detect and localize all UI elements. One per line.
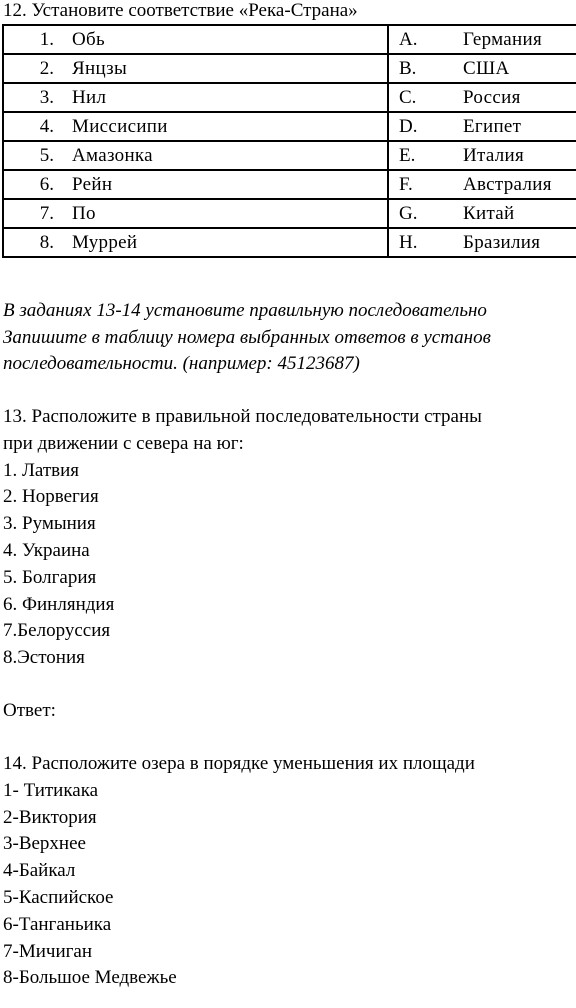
river-country-table xyxy=(2,24,576,258)
country-letter: E. xyxy=(399,144,416,166)
list-item: 8.Эстония xyxy=(3,647,85,669)
country-cell xyxy=(388,54,576,83)
task-13 xyxy=(3,404,482,672)
list-item: 5-Каспийское xyxy=(3,886,114,908)
instructions-paragraph xyxy=(3,298,491,378)
country-letter: D. xyxy=(399,115,418,137)
task-12-title: 12. Установите соответствие «Река-Страна» xyxy=(3,0,358,21)
river-cell xyxy=(3,112,388,141)
table-row xyxy=(3,54,576,83)
river-number: 7. xyxy=(39,202,54,224)
river-name: Обь xyxy=(72,28,105,50)
task-14-question: 14. Расположите озера в порядке уменьшения их площади xyxy=(3,753,475,774)
list-item: 5. Болгария xyxy=(3,566,97,588)
river-name: По xyxy=(72,202,96,224)
river-name: Рейн xyxy=(72,173,113,195)
list-item: 7-Мичиган xyxy=(3,940,93,962)
country-cell xyxy=(388,199,576,228)
list-item: 3-Верхнее xyxy=(3,833,86,855)
river-cell xyxy=(3,170,388,199)
country-letter: A. xyxy=(399,28,418,50)
river-cell xyxy=(3,25,388,54)
river-cell xyxy=(3,141,388,170)
country-letter: H. xyxy=(399,231,418,253)
river-number: 4. xyxy=(39,115,54,137)
river-number: 2. xyxy=(39,57,54,79)
task-13-question: 13. Расположите в правильной последовательности страны xyxy=(3,406,482,427)
country-cell xyxy=(388,25,576,54)
country-cell xyxy=(388,83,576,112)
table-row xyxy=(3,199,576,228)
river-cell xyxy=(3,83,388,112)
list-item: 4-Байкал xyxy=(3,860,76,882)
instructions-line: В заданиях 13-14 установите правильную последовательно xyxy=(3,300,487,321)
country-name: Германия xyxy=(463,28,542,50)
table-row xyxy=(3,83,576,112)
table-row xyxy=(3,141,576,170)
country-name: Бразилия xyxy=(463,231,541,253)
instructions-line: Запишите в таблицу номера выбранных ответов в установ xyxy=(3,326,491,348)
task-14 xyxy=(3,751,475,992)
list-item: 6. Финляндия xyxy=(3,593,115,615)
river-number: 5. xyxy=(39,144,54,166)
country-name: Китай xyxy=(463,202,515,224)
country-name: Австралия xyxy=(463,173,552,195)
country-letter: F. xyxy=(399,173,413,195)
list-item: 2. Норвегия xyxy=(3,486,99,508)
river-number: 3. xyxy=(39,86,54,108)
river-number: 1. xyxy=(39,28,54,50)
list-item: 1- Титикака xyxy=(3,779,99,801)
list-item: 8-Большое Медвежье xyxy=(3,967,177,989)
river-name: Амазонка xyxy=(72,144,153,166)
country-name: США xyxy=(463,57,510,79)
country-cell xyxy=(388,170,576,199)
country-letter: C. xyxy=(399,86,417,108)
country-letter: G. xyxy=(399,202,418,224)
country-name: Россия xyxy=(463,86,521,108)
river-cell xyxy=(3,199,388,228)
table-row xyxy=(3,112,576,141)
river-name: Миссисипи xyxy=(72,115,168,137)
country-cell xyxy=(388,141,576,170)
task-13-question: при движении с севера на юг: xyxy=(3,432,244,454)
list-item: 4. Украина xyxy=(3,539,90,561)
list-item: 2-Виктория xyxy=(3,806,97,828)
table-row xyxy=(3,170,576,199)
river-cell xyxy=(3,54,388,83)
instructions-line: последовательности. (например: 45123687) xyxy=(3,353,360,374)
river-name: Нил xyxy=(72,86,107,108)
river-name: Муррей xyxy=(72,231,138,253)
country-name: Египет xyxy=(463,115,522,137)
river-number: 8. xyxy=(39,231,54,253)
table-row xyxy=(3,228,576,257)
river-number: 6. xyxy=(39,173,54,195)
list-item: 6-Танганьика xyxy=(3,913,112,935)
country-cell xyxy=(388,112,576,141)
answer-label: Ответ: xyxy=(3,700,56,721)
list-item: 1. Латвия xyxy=(3,459,80,481)
river-cell xyxy=(3,228,388,257)
table-row xyxy=(3,25,576,54)
country-letter: B. xyxy=(399,57,417,79)
list-item: 3. Румыния xyxy=(3,513,96,535)
river-name: Янцзы xyxy=(72,57,128,79)
list-item: 7.Белоруссия xyxy=(3,620,111,642)
country-cell xyxy=(388,228,576,257)
country-name: Италия xyxy=(463,144,525,166)
